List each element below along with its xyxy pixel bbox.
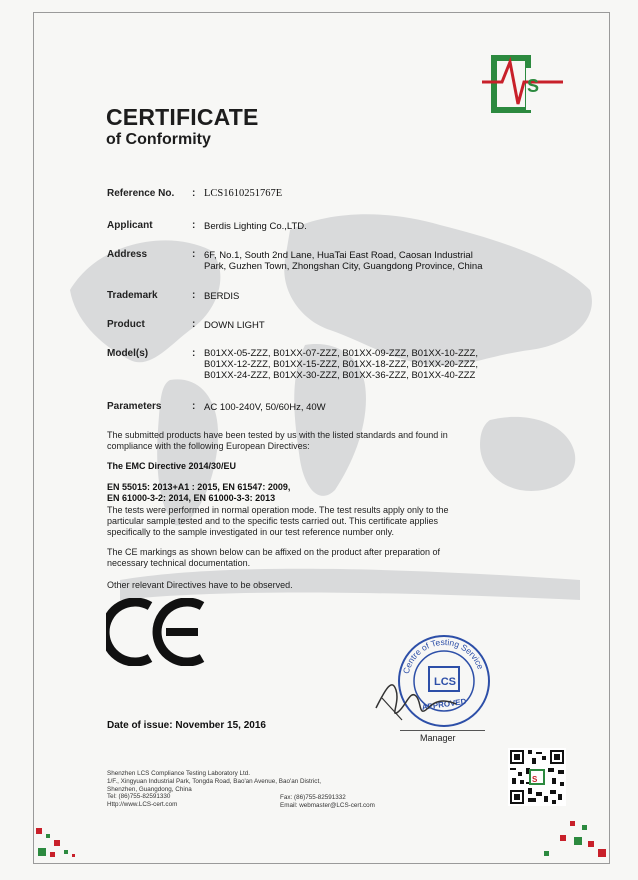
svg-text:S: S <box>527 76 540 96</box>
corner-decoration-right <box>530 815 610 864</box>
directive-text: The EMC Directive 2014/30/EU <box>107 461 237 471</box>
product-label: Product <box>107 319 145 330</box>
ce-marking-line-2: necessary technical documentation. <box>107 558 251 568</box>
ce-marking-line-1: The CE markings as shown below can be affixed on the product after preparation of <box>107 547 441 557</box>
footer-fax: Fax: (86)755-82591332 <box>280 794 346 801</box>
manager-label: Manager <box>420 733 456 743</box>
models-line-2: B01XX-12-ZZZ, B01XX-15-ZZZ, B01XX-18-ZZZ, B01XX-20-ZZZ, <box>204 359 478 370</box>
footer-website: Http://www.LCS-cert.com <box>107 801 178 809</box>
reference-value: LCS1610251767E <box>204 188 283 199</box>
signature-line <box>400 730 485 731</box>
other-directives: Other relevant Directives have to be observed. <box>107 580 293 590</box>
standards-line-1: EN 55015: 2013+A1 : 2015, EN 61547: 2009, <box>107 482 291 492</box>
reference-colon: : <box>192 188 196 199</box>
tests-line-2: particular sample tested and to the specific tests carried out. This certificate applies <box>107 516 438 526</box>
ce-mark-icon <box>106 598 208 666</box>
product-colon: : <box>192 319 196 330</box>
footer-email: Email: webmaster@LCS-cert.com <box>280 802 375 809</box>
models-label: Model(s) <box>107 348 149 359</box>
parameters-value: AC 100-240V, 50/60Hz, 40W <box>204 402 326 413</box>
qr-code-icon <box>508 748 566 806</box>
parameters-label: Parameters <box>107 401 162 412</box>
svg-text:S: S <box>532 775 538 784</box>
footer-tel: Tel: (86)755-82591330 <box>107 793 171 801</box>
applicant-colon: : <box>192 220 196 231</box>
address-colon: : <box>192 249 196 260</box>
certificate-subtitle: of Conformity <box>106 131 211 148</box>
tests-line-1: The tests were performed in normal operation mode. The test results apply only to the <box>107 505 449 515</box>
reference-label: Reference No. <box>107 188 175 199</box>
address-label: Address <box>107 249 148 260</box>
tests-line-3: specifically to the sample investigated in our test reference number only. <box>107 527 394 537</box>
date-of-issue: Date of issue: November 15, 2016 <box>107 720 266 731</box>
models-colon: : <box>192 348 196 359</box>
trademark-value: BERDIS <box>204 291 240 302</box>
intro-line-2: compliance with the following European Directives: <box>107 441 310 451</box>
footer-line-1: Shenzhen LCS Compliance Testing Laboratory Ltd. <box>107 770 251 777</box>
applicant-value: Berdis Lighting Co.,LTD. <box>204 221 307 232</box>
manager-signature <box>372 668 460 728</box>
corner-decoration-left <box>36 820 116 864</box>
parameters-colon: : <box>192 401 196 412</box>
footer-line-2: 1/F., Xingyuan Industrial Park, Tongda Road, Bao'an Avenue, Bao'an District, <box>107 777 321 785</box>
applicant-label: Applicant <box>107 220 153 231</box>
product-value: DOWN LIGHT <box>204 320 265 331</box>
lcs-logo <box>480 52 565 116</box>
models-line-3: B01XX-24-ZZZ, B01XX-30-ZZZ, B01XX-36-ZZZ, B01XX-40-ZZZ <box>204 370 476 381</box>
trademark-label: Trademark <box>107 290 158 301</box>
footer-line-3: Shenzhen, Guangdong, China <box>107 785 192 793</box>
trademark-colon: : <box>192 290 196 301</box>
standards-line-2: EN 61000-3-2: 2014, EN 61000-3-3: 2013 <box>107 493 276 503</box>
address-line-1: 6F, No.1, South 2nd Lane, HuaTai East Road, Caosan Industrial <box>204 250 473 261</box>
stamp-center-text: LCS <box>434 676 456 688</box>
intro-line-1: The submitted products have been tested by us with the listed standards and found in <box>107 430 448 440</box>
models-line-1: B01XX-05-ZZZ, B01XX-07-ZZZ, B01XX-09-ZZZ, B01XX-10-ZZZ, <box>204 348 478 359</box>
address-line-2: Park, Guzhen Town, Zhongshan City, Guangdong Province, China <box>204 261 483 272</box>
stamp-ring-text: Centre of Testing Service <box>400 636 486 675</box>
stamp-approved-text: APPROVED <box>421 696 467 713</box>
certificate-title: CERTIFICATE <box>106 104 259 130</box>
